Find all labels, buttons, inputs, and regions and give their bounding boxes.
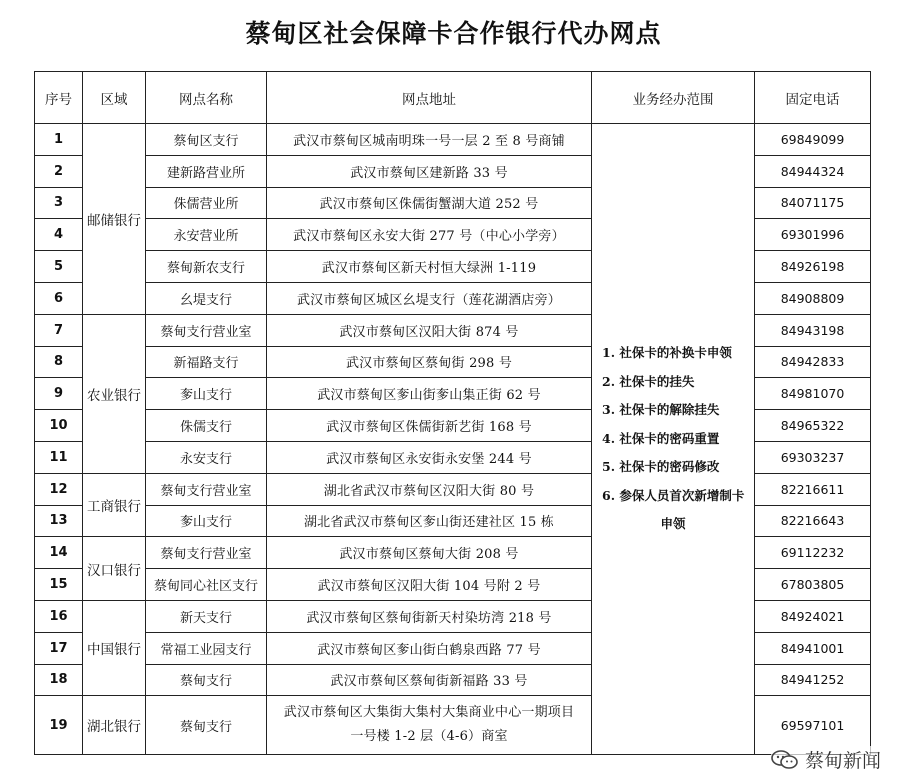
row-seq: 1 <box>35 124 83 156</box>
row-address: 武汉市蔡甸区永安街永安堡 244 号 <box>267 441 592 473</box>
row-address: 武汉市蔡甸区汉阳大街 874 号 <box>267 314 592 346</box>
header-address: 网点地址 <box>267 72 592 124</box>
row-name: 奓山支行 <box>146 505 267 537</box>
scope-item: 申领 <box>660 516 686 532</box>
row-seq: 14 <box>35 537 83 569</box>
business-scope <box>592 124 755 755</box>
row-name: 侏儒营业所 <box>146 187 267 219</box>
row-seq: 16 <box>35 600 83 632</box>
row-seq: 13 <box>35 505 83 537</box>
row-name: 蔡甸同心社区支行 <box>146 569 267 601</box>
row-address: 武汉市蔡甸区城南明珠一号一层 2 至 8 号商铺 <box>267 124 592 156</box>
row-seq: 5 <box>35 251 83 283</box>
row-seq: 4 <box>35 219 83 251</box>
scope-item: 6. 参保人员首次新增制卡 <box>602 487 745 503</box>
row-name: 蔡甸新农支行 <box>146 251 267 283</box>
scope-item: 3. 社保卡的解除挂失 <box>602 402 720 418</box>
row-name: 侏儒支行 <box>146 410 267 442</box>
row-seq: 3 <box>35 187 83 219</box>
row-name: 蔡甸区支行 <box>146 124 267 156</box>
row-name: 蔡甸支行 <box>146 664 267 696</box>
row-address: 武汉市蔡甸区城区幺堤支行（莲花湖酒店旁） <box>267 282 592 314</box>
row-address: 武汉市蔡甸区侏儒街蟹湖大道 252 号 <box>267 187 592 219</box>
row-address: 武汉市蔡甸区奓山街白鹤泉西路 77 号 <box>267 632 592 664</box>
region-cell: 农业银行 <box>83 314 146 473</box>
header-region: 区域 <box>83 72 146 124</box>
row-seq: 9 <box>35 378 83 410</box>
row-seq: 7 <box>35 314 83 346</box>
row-name: 新福路支行 <box>146 346 267 378</box>
row-name: 奓山支行 <box>146 378 267 410</box>
row-name: 蔡甸支行营业室 <box>146 537 267 569</box>
scope-item: 2. 社保卡的挂失 <box>602 373 695 389</box>
row-phone: 84941001 <box>755 632 871 664</box>
wechat-icon <box>771 749 799 771</box>
row-phone: 69849099 <box>755 124 871 156</box>
row-address: 武汉市蔡甸区汉阳大街 104 号附 2 号 <box>267 569 592 601</box>
header-seq: 序号 <box>35 72 83 124</box>
row-seq: 15 <box>35 569 83 601</box>
row-phone: 69597101 <box>755 696 871 755</box>
row-seq: 18 <box>35 664 83 696</box>
row-phone: 84941252 <box>755 664 871 696</box>
row-seq: 12 <box>35 473 83 505</box>
row-address: 湖北省武汉市蔡甸区汉阳大街 80 号 <box>267 473 592 505</box>
watermark <box>771 746 881 773</box>
row-phone: 69112232 <box>755 537 871 569</box>
header-scope: 业务经办范围 <box>592 72 755 124</box>
row-seq: 6 <box>35 282 83 314</box>
row-address: 武汉市蔡甸区蔡甸街 298 号 <box>267 346 592 378</box>
row-address <box>267 696 592 755</box>
row-phone: 84965322 <box>755 410 871 442</box>
row-phone: 84071175 <box>755 187 871 219</box>
row-name: 新天支行 <box>146 600 267 632</box>
table-row <box>35 124 871 156</box>
region-cell: 邮储银行 <box>83 124 146 315</box>
row-name: 建新路营业所 <box>146 155 267 187</box>
branch-table <box>34 71 871 755</box>
row-seq: 8 <box>35 346 83 378</box>
row-name: 常福工业园支行 <box>146 632 267 664</box>
row-phone: 84944324 <box>755 155 871 187</box>
row-address-line-2: 一号楼 1-2 层（4-6）商室 <box>350 729 508 745</box>
row-name: 蔡甸支行 <box>146 696 267 755</box>
row-name: 蔡甸支行营业室 <box>146 473 267 505</box>
row-phone: 84926198 <box>755 251 871 283</box>
header-phone: 固定电话 <box>755 72 871 124</box>
row-phone: 82216643 <box>755 505 871 537</box>
row-seq: 19 <box>35 696 83 755</box>
watermark-text: 蔡甸新闻 <box>804 750 881 772</box>
row-seq: 10 <box>35 410 83 442</box>
row-address-line-1: 武汉市蔡甸区大集街大集村大集商业中心一期项目 <box>283 705 575 721</box>
row-address: 武汉市蔡甸区蔡甸大街 208 号 <box>267 537 592 569</box>
page-title: 蔡甸区社会保障卡合作银行代办网点 <box>245 19 662 48</box>
scope-item: 4. 社保卡的密码重置 <box>602 430 720 446</box>
row-phone: 67803805 <box>755 569 871 601</box>
row-address: 武汉市蔡甸区奓山街奓山集正街 62 号 <box>267 378 592 410</box>
region-cell: 中国银行 <box>83 600 146 695</box>
row-address: 武汉市蔡甸区永安大街 277 号（中心小学旁） <box>267 219 592 251</box>
row-phone: 84942833 <box>755 346 871 378</box>
row-seq: 2 <box>35 155 83 187</box>
scope-item: 1. 社保卡的补换卡申领 <box>602 345 732 361</box>
header-branch-name: 网点名称 <box>146 72 267 124</box>
header-row <box>35 72 871 124</box>
row-address: 武汉市蔡甸区蔡甸街新天村染坊湾 218 号 <box>267 600 592 632</box>
row-address: 湖北省武汉市蔡甸区奓山街还建社区 15 栋 <box>267 505 592 537</box>
row-phone: 84943198 <box>755 314 871 346</box>
row-address: 武汉市蔡甸区建新路 33 号 <box>267 155 592 187</box>
row-address: 武汉市蔡甸区侏儒街新艺街 168 号 <box>267 410 592 442</box>
region-cell: 汉口银行 <box>83 537 146 601</box>
row-phone: 69303237 <box>755 441 871 473</box>
row-seq: 17 <box>35 632 83 664</box>
region-cell: 工商银行 <box>83 473 146 537</box>
region-cell: 湖北银行 <box>83 696 146 755</box>
row-phone: 69301996 <box>755 219 871 251</box>
row-name: 永安支行 <box>146 441 267 473</box>
row-phone: 84908809 <box>755 282 871 314</box>
scope-item: 5. 社保卡的密码修改 <box>602 459 720 475</box>
row-phone: 84924021 <box>755 600 871 632</box>
row-phone: 84981070 <box>755 378 871 410</box>
row-name: 蔡甸支行营业室 <box>146 314 267 346</box>
row-phone: 82216611 <box>755 473 871 505</box>
row-address: 武汉市蔡甸区新天村恒大绿洲 1-119 <box>267 251 592 283</box>
row-seq: 11 <box>35 441 83 473</box>
row-name: 幺堤支行 <box>146 282 267 314</box>
row-name: 永安营业所 <box>146 219 267 251</box>
row-address: 武汉市蔡甸区蔡甸街新福路 33 号 <box>267 664 592 696</box>
